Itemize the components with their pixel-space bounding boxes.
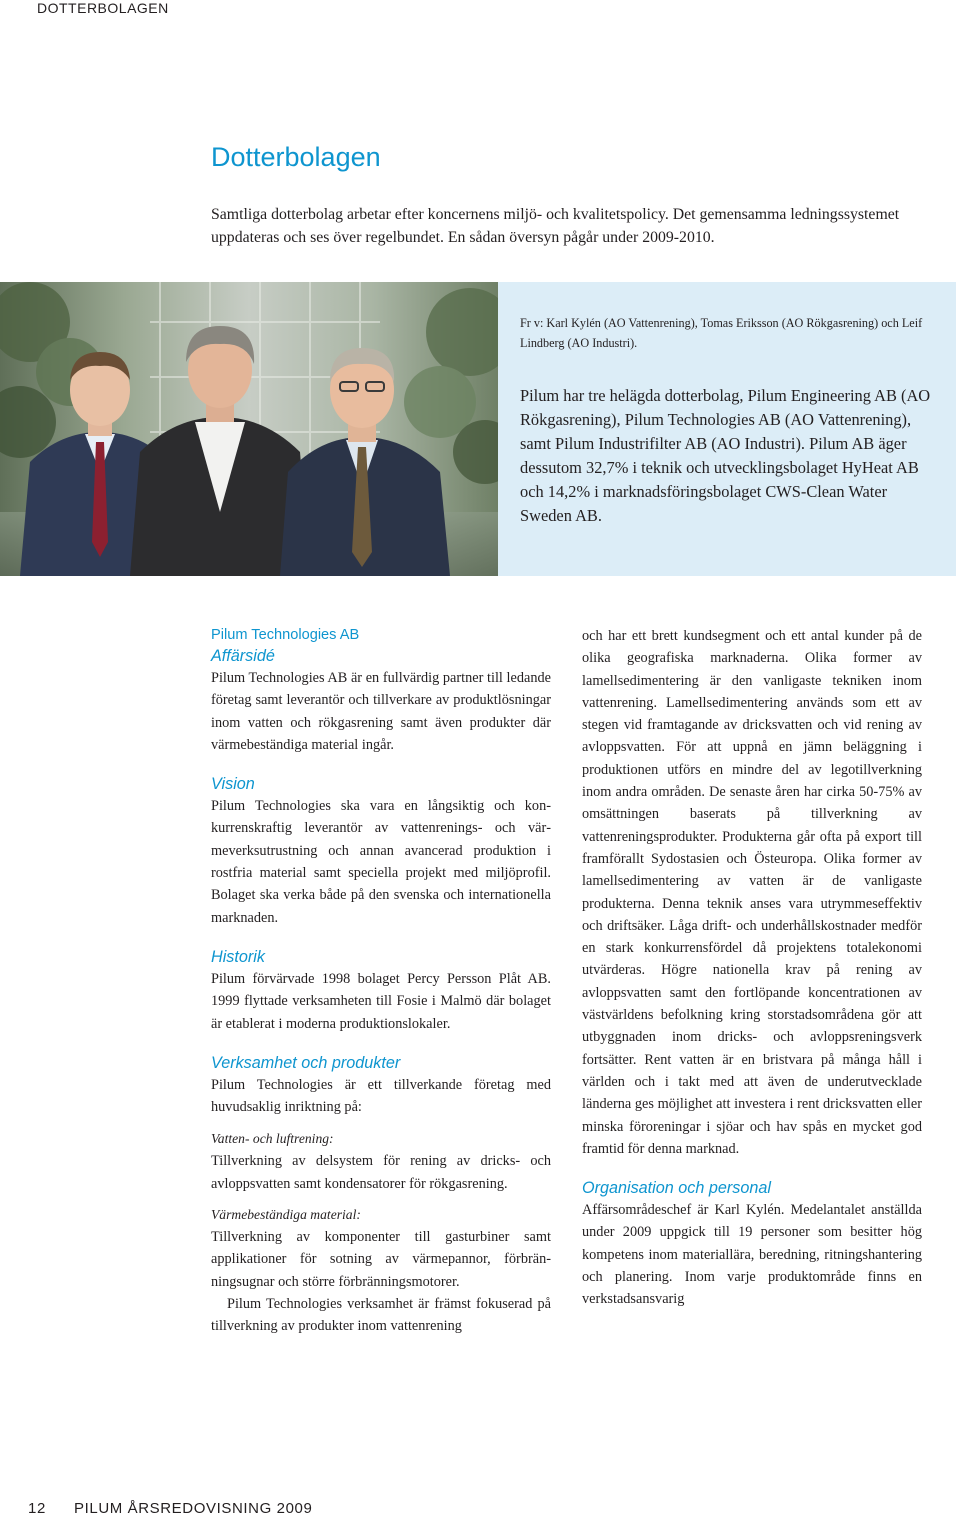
- page-footer: [28, 1500, 312, 1517]
- closing-text: Pilum Technologies verksamhet är främst fokuserad på tillverkning av produkter inom vattenrening: [211, 1295, 551, 1335]
- varme-text: Tillverkning av komponenter till gasturbiner samt applikationer för sotning av värmepannor, förbränningsugnar och större förbränningsmotorer.: [211, 1229, 551, 1290]
- group-photo: [0, 282, 498, 576]
- group-photo-illustration: [0, 282, 498, 576]
- vision-heading: Vision: [211, 775, 255, 794]
- continuation-text: och har ett brett kundsegment och ett antal kunder på de olika geografiska marknaderna. Olika former av lamellsedimentering är den vanligaste tekniken inom vattenrening. Lamellsedimentering används som ett av stegen vid framtagande av dricksvatten och vid rening av avloppsvatten. För att uppnå en jämn beläggning i produktionen utförs en mindre del av legotillverkning inom andra områden. De senaste åren har cirka 50-75% av omsättningen baserats på tillverkning av vattenreningsprodukter. Produkterna går ofta på export till framförallt Sydostasien och Östeuropa. Olika former av lamellsedimentering av vatten är de vanligaste produkterna. Denna teknik anses vara utrymmeseffektiv och driftsäker. Låga drift- och underhållskostnader medför en stark konkurrensfördel då projektens totalekonomi utvärderas. Högre nationella krav på rening av avloppsvatten samt den fortlöpande koncentrationen av västvärldens befolkning kring storstadsområdena gör att utbyggnaden inom dricks- och avloppsreningsverk fortsätter. Rent vatten är en bristvara på många håll i världen och i takt med att även de underutvecklade länderna ges möjlighet att investera i rent dricksvatten eller minska föroreningar i sjöar och hav spås en mycket god framtid för denna marknad.: [582, 628, 922, 1157]
- left-column: [211, 625, 551, 1338]
- affarside-text: Pilum Technologies AB är en fullvärdig partner till ledande företag samt leverantör och tillverkare av produktlösningar inom vatten och rökgasrening samt även produkter där värmebeständiga material ingår.: [211, 670, 551, 753]
- right-column: [582, 625, 922, 1311]
- organisation-heading: Organisation och personal: [582, 1179, 771, 1198]
- company-heading: Pilum Technologies AB: [211, 627, 360, 643]
- photo-caption: Fr v: Karl Kylén (AO Vattenrening), Tomas Eriksson (AO Rökgasrening) och Leif Lindberg (AO Industri).: [520, 316, 923, 350]
- verksamhet-heading: Verksamhet och produkter: [211, 1053, 401, 1072]
- page-title: Dotterbolagen: [211, 142, 381, 172]
- historik-text: Pilum förvärvade 1998 bolaget Percy Persson Plåt AB. 1999 flyttade verksamheten till Fosie i Malmö där bolaget är etablerat i moderna produktionslokaler.: [211, 970, 551, 1032]
- intro-paragraph: Samtliga dotterbolag arbetar efter koncernens miljö- och kvalitetspolicy. Det gemensamma ledningssystemet uppdateras och ses över regelbundet. En sådan översyn pågår under 2009-2010.: [211, 206, 900, 246]
- affarside-heading: Affärsidé: [211, 647, 275, 665]
- historik-heading: Historik: [211, 947, 265, 966]
- page-number: 12: [28, 1500, 46, 1517]
- verksamhet-text: Pilum Technologies är ett tillverkande företag med huvudsaklig inriktning på:: [211, 1076, 551, 1116]
- subsidiaries-summary: Pilum har tre helägda dotterbolag, Pilum Engineering AB (AO Rökgasrening), Pilum Technologies AB (AO Vattenrening), samt Pilum Industrifilter AB (AO Industri). Pilum AB äger dessutom 32,7% i teknik och utvecklingsbolaget HyHeat AB och 14,2% i marknadsföringsbolaget CWS-Clean Water Sweden AB.: [520, 386, 931, 525]
- varme-label: Värmebeständiga material:: [211, 1207, 361, 1223]
- vatten-text: Tillverkning av delsystem för rening av dricks- och avloppsvatten samt kondensatorer för rökgasrening.: [211, 1153, 551, 1192]
- vision-text: Pilum Technologies ska vara en långsiktig och konkurrenskraftig leverantör av vattenrenings- och värmeverksutrustning och annan avancerad produktion i rostfria material samt speciella projekt med miljöprofil. Bolaget ska verka både på den svenska och internationella marknaden.: [211, 798, 551, 926]
- publication-name: PILUM ÅRSREDOVISNING 2009: [74, 1500, 313, 1517]
- running-head: DOTTERBOLAGEN: [37, 0, 169, 16]
- organisation-text: Affärsområdeschef är Karl Kylén. Medelantalet anställda under 2009 uppgick till 19 personer som besitter hög kompetens inom materiallära, beredning, ritningshantering och planering. Inom varje produktområde finns en verkstadsansvarig: [582, 1202, 922, 1308]
- vatten-label: Vatten- och luftrening:: [211, 1131, 334, 1147]
